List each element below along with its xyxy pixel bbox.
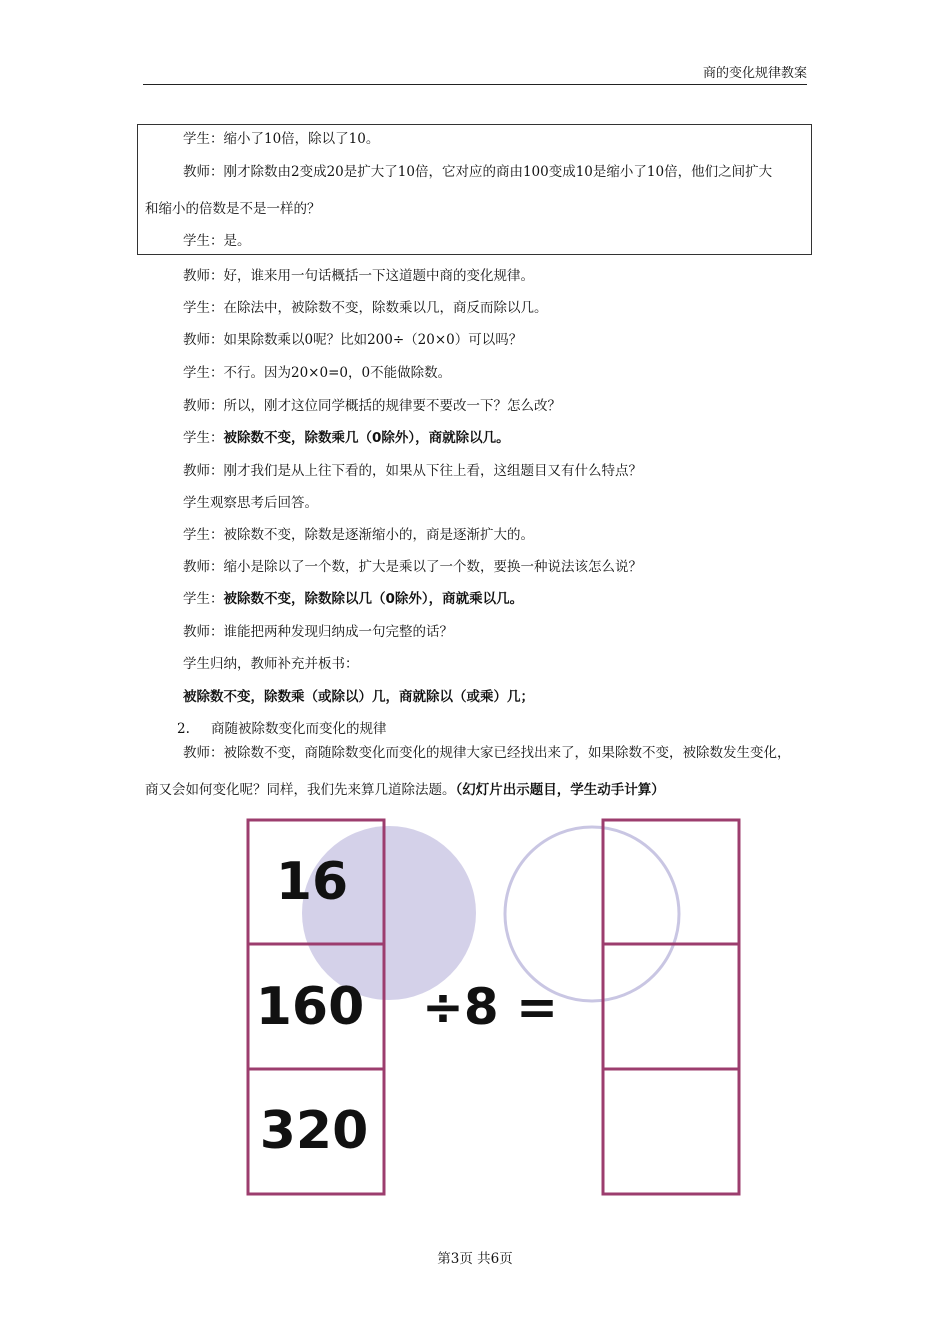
dialogue-line: 教师：刚才除数由2变成20是扩大了10倍，它对应的商由100变成10是缩小了10倍，他们之间扩大 xyxy=(183,164,773,180)
dialogue-line: 教师：如果除数乘以0呢？比如200÷（20×0）可以吗？ xyxy=(183,332,523,348)
section-number: 2. xyxy=(177,721,190,737)
dialogue-line: 教师：所以，刚才这位同学概括的规律要不要改一下？怎么改？ xyxy=(183,398,561,414)
header-title: 商的变化规律教案 xyxy=(702,66,807,81)
dialogue-line: 教师：好，谁来用一句话概括一下这道题中商的变化规律。 xyxy=(183,268,534,284)
dividend-16: 16 xyxy=(275,852,349,912)
rule-statement: 被除数不变，除数乘几（0除外），商就除以几。 xyxy=(223,430,510,446)
dialogue-line: 教师：谁能把两种发现归纳成一句完整的话？ xyxy=(183,624,453,640)
dialogue-line: 教师：缩小是除以了一个数，扩大是乘以了一个数，要换一种说法该怎么说？ xyxy=(183,559,642,575)
dialogue-line xyxy=(183,429,510,447)
speaker-label: 学生： xyxy=(183,430,224,446)
division-exercise-svg xyxy=(240,814,750,1204)
dividend-160: 160 xyxy=(255,977,365,1037)
dialogue-line: 和缩小的倍数是不是一样的？ xyxy=(145,201,321,217)
closing-text: 商又会如何变化呢？同样，我们先来算几道除法题。 xyxy=(145,782,456,798)
section-title: 商随被除数变化而变化的规律 xyxy=(211,721,387,737)
dialogue-line: 学生：被除数不变，除数是逐渐缩小的，商是逐渐扩大的。 xyxy=(183,527,534,543)
slide-instruction: （幻灯片出示题目，学生动手计算） xyxy=(455,782,665,798)
dialogue-line xyxy=(183,590,523,608)
page-header xyxy=(143,64,807,85)
dialogue-line: 学生：是。 xyxy=(183,233,251,249)
decorative-outline-circle xyxy=(505,827,679,1001)
dividend-320: 320 xyxy=(259,1101,369,1161)
speaker-label: 学生： xyxy=(183,591,224,607)
section-heading xyxy=(177,717,387,737)
divide-by-8-equals: ÷8 = xyxy=(422,978,558,1036)
division-exercise-figure xyxy=(240,814,750,1204)
page-footer: 第3页 共6页 xyxy=(437,1251,513,1267)
closing-line-2 xyxy=(145,781,665,799)
dialogue-line: 学生：不行。因为20×0=0，0不能做除数。 xyxy=(183,365,452,381)
dialogue-line: 学生归纳，教师补充并板书： xyxy=(183,656,359,672)
rule-statement: 被除数不变，除数除以几（0除外），商就乘以几。 xyxy=(223,591,524,607)
dialogue-line: 学生：缩小了10倍，除以了10。 xyxy=(183,131,380,147)
closing-line-1: 教师：被除数不变，商随除数变化而变化的规律大家已经找出来了，如果除数不变，被除数发生变化， xyxy=(183,745,791,761)
summary-rule: 被除数不变，除数乘（或除以）几，商就除以（或乘）几； xyxy=(183,689,534,705)
dialogue-line: 学生：在除法中，被除数不变，除数乘以几，商反而除以几。 xyxy=(183,300,548,316)
dialogue-line: 教师：刚才我们是从上往下看的，如果从下往上看，这组题目又有什么特点？ xyxy=(183,463,642,479)
dialogue-line: 学生观察思考后回答。 xyxy=(183,495,318,511)
